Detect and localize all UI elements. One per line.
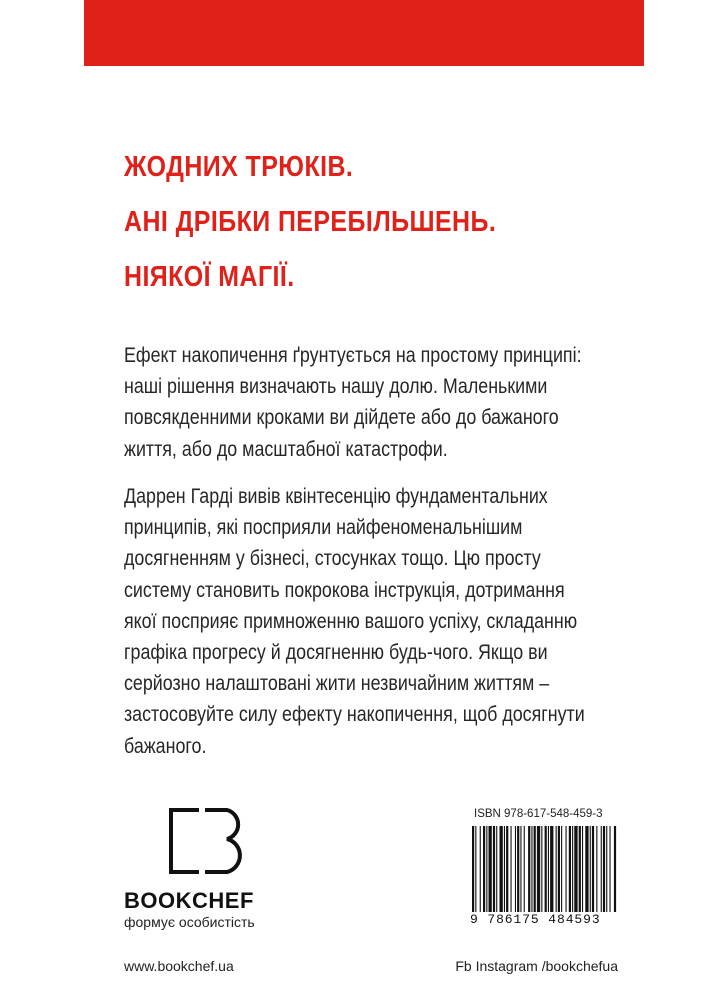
isbn-label: ISBN 978-617-548-459-3 <box>474 808 603 820</box>
barcode-digits: 9 786175 484593 <box>468 912 618 927</box>
publisher-website: www.bookchef.ua <box>124 958 234 974</box>
publisher-social: Fb Instagram /bookchefua <box>455 958 618 974</box>
top-red-band <box>84 0 644 66</box>
headline-line-2: АНІ ДРІБКИ ПЕРЕБІЛЬШЕНЬ. <box>124 206 497 238</box>
publisher-logo <box>124 800 324 980</box>
headline-line-1: ЖОДНИХ ТРЮКІВ. <box>124 151 354 183</box>
description-paragraph-1: Ефект накопичення ґрунтується на простому принципі: наші рішення визначають нашу долю. Маленькими повсякденними кроками ви дійдете або до бажаного життя, або до масштабної катастрофи. <box>124 344 582 461</box>
headline-line-3: НІЯКОЇ МАГІЇ. <box>124 261 295 293</box>
publisher-name: BOOKCHEF <box>124 888 254 913</box>
bookchef-logo-icon <box>167 806 247 876</box>
description-paragraph-2: Даррен Гарді вивів квінтесенцію фундаментальних принципів, які посприяли найфеноменальнішим досягненням у бізнесі, стосунках тощо. Цю просту систему становить покрокова інструкція, дотримання якої посприяє примноженню вашого успіху, складанню графіка прогресу й досягненню будь-чого. Якщо ви серйозно налаштовані жити незвичайним життям – застосовуйте силу ефекту накопичення, щоб досягнути бажаного. <box>124 485 585 758</box>
publisher-tagline: формує особистість <box>124 914 255 930</box>
